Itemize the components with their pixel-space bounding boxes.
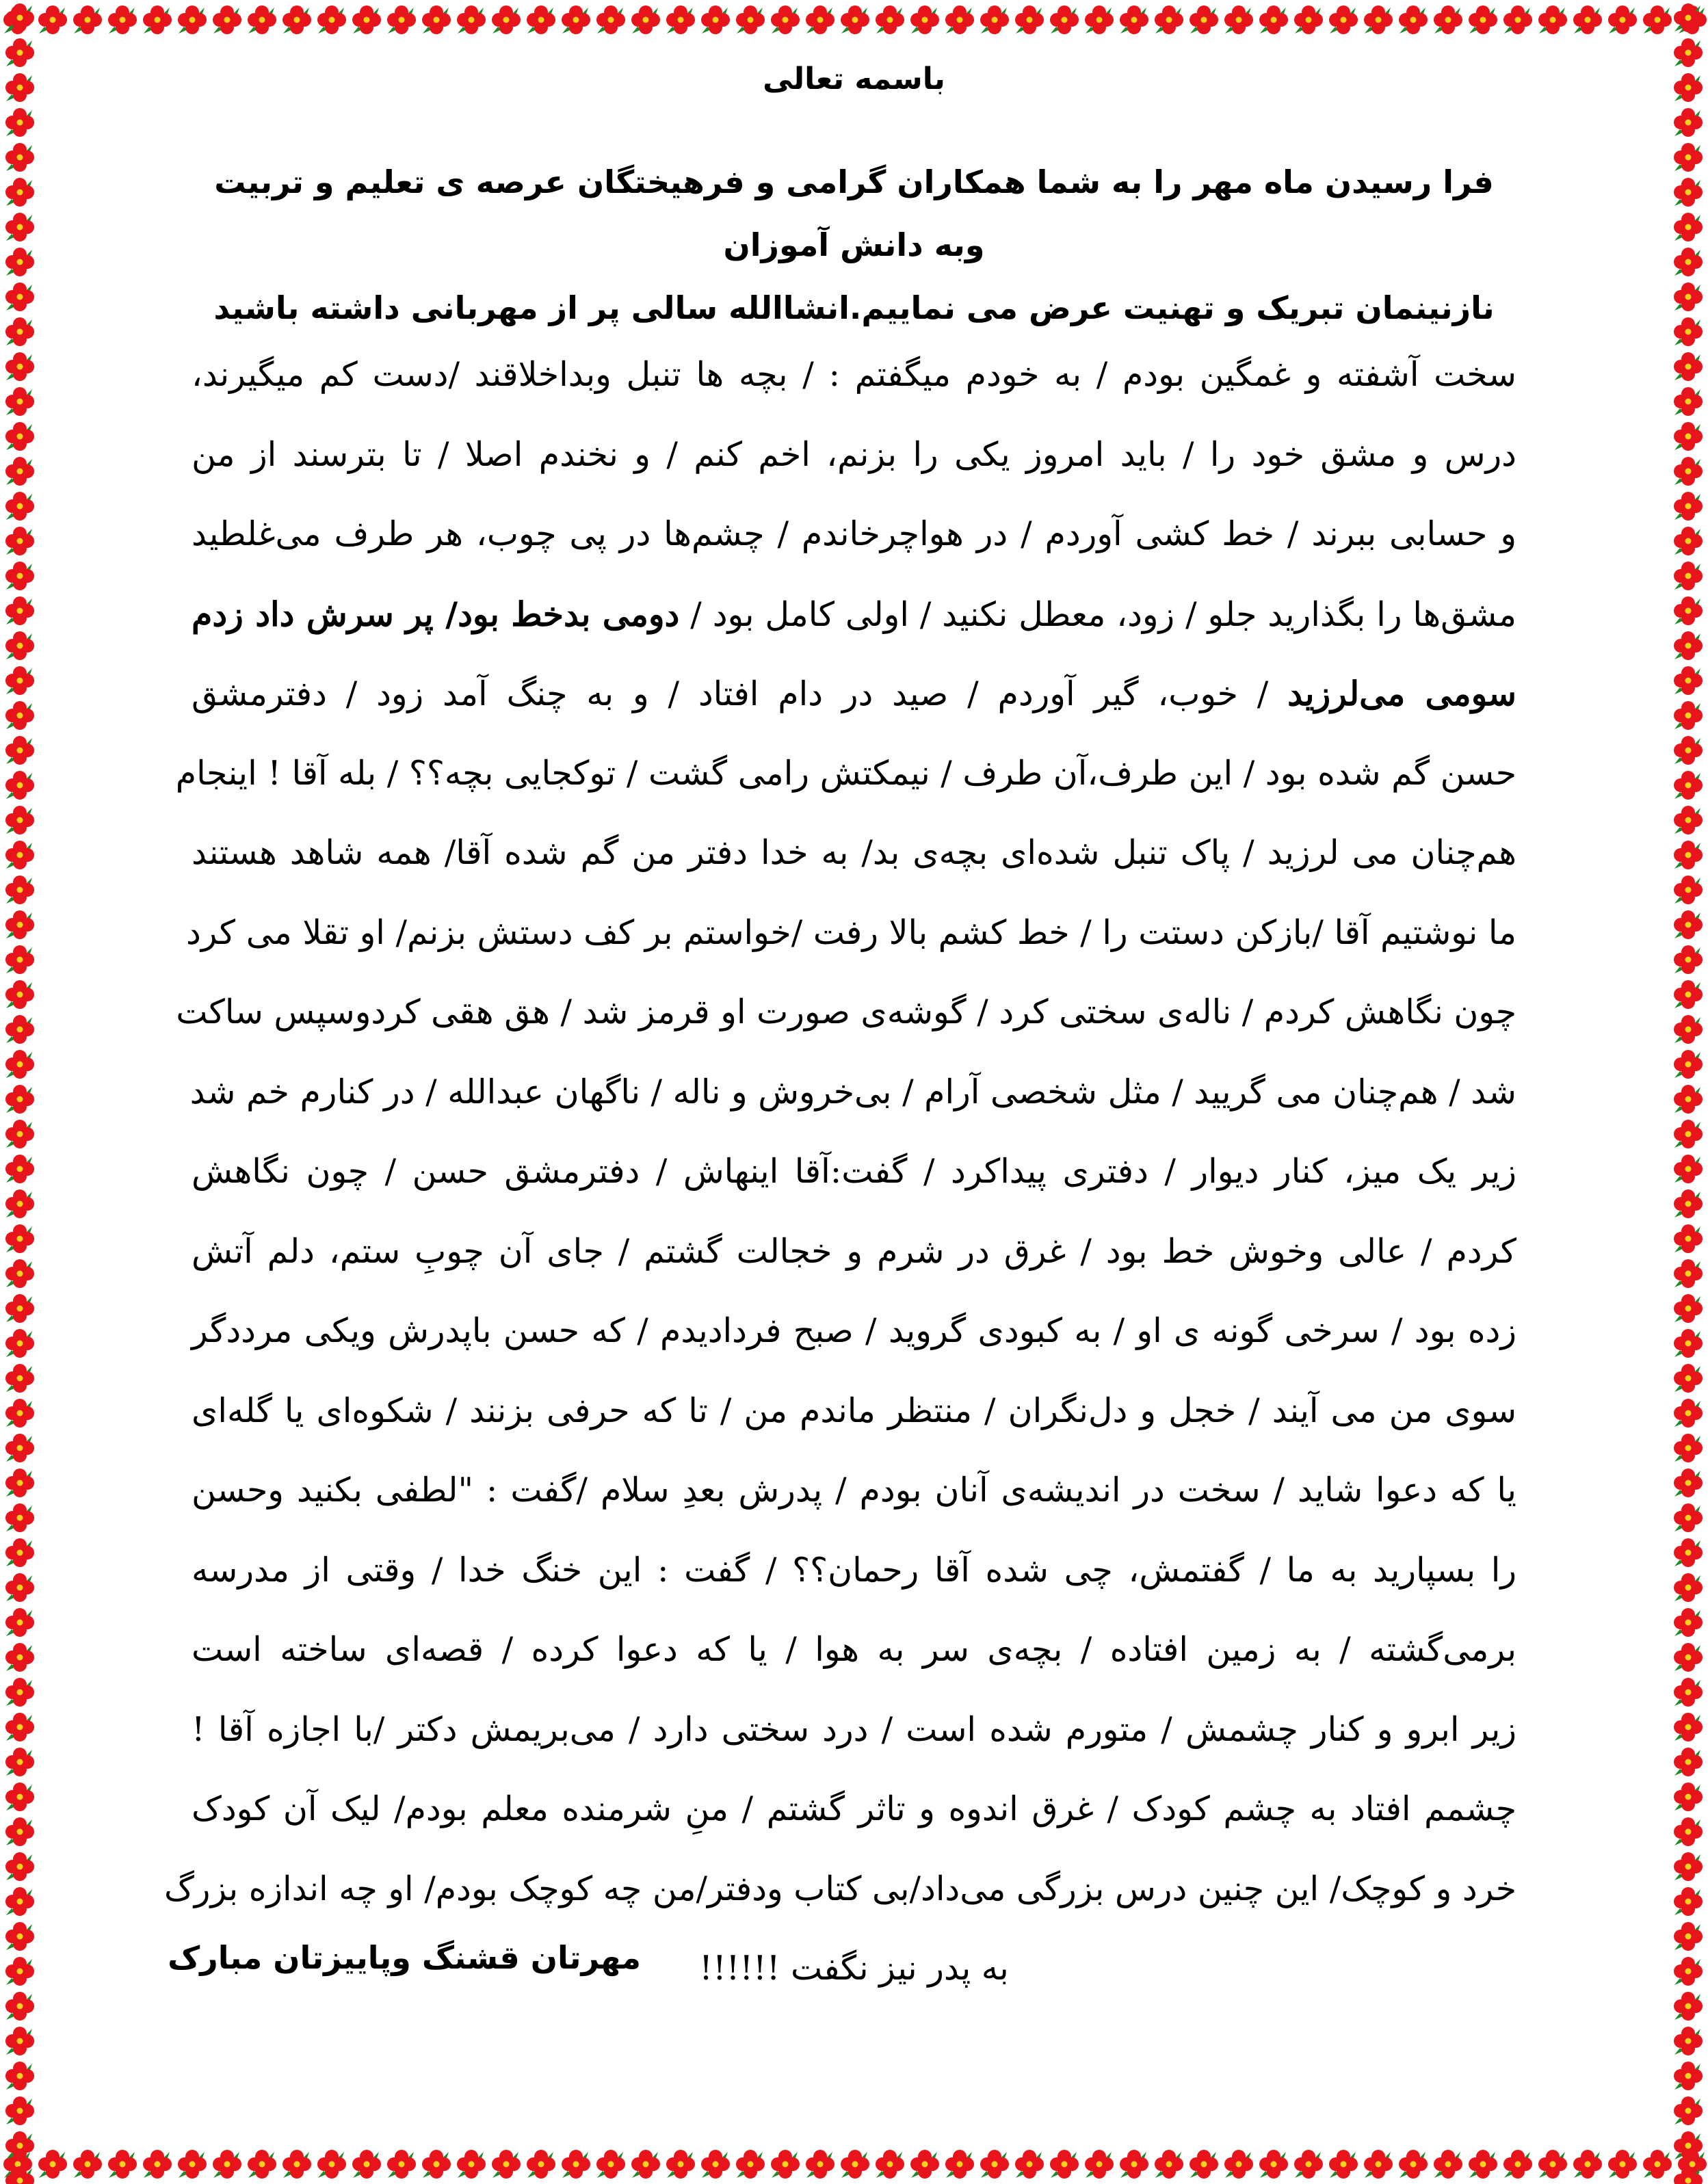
- flower-icon: [1670, 244, 1706, 280]
- flower-icon: [1670, 558, 1706, 594]
- flower-icon: [35, 2146, 70, 2182]
- flower-icon: [2, 1605, 38, 1640]
- flower-icon: [1670, 593, 1706, 629]
- flower-icon: [2, 1186, 38, 1222]
- flower-icon: [2, 1360, 38, 1396]
- flower-icon: [1670, 872, 1706, 908]
- flower-icon: [2, 419, 38, 454]
- flower-icon: [1012, 2146, 1047, 2182]
- flower-icon: [2, 1326, 38, 1361]
- flower-icon: [837, 2146, 873, 2182]
- flower-icon: [1670, 837, 1706, 873]
- flower-icon: [1670, 1814, 1706, 1850]
- flower-icon: [1670, 488, 1706, 524]
- poem-line: به پدر نیز نگفت !!!!!!: [699, 1949, 1009, 1988]
- flower-icon: [1221, 2, 1257, 38]
- flower-icon: [2, 488, 38, 524]
- poem-line: کردم / عالی وخوش خط بود / غرق در شرم و خجالت گشتم / جای آن چوبِ ستم، دلم آتش: [192, 1231, 1516, 1271]
- flower-icon: [419, 2, 454, 38]
- flower-icon: [2, 1709, 38, 1745]
- flower-icon: [2, 2058, 38, 2094]
- flower-icon: [1116, 2, 1152, 38]
- flower-icon: [35, 2, 70, 38]
- flower-icon: [2, 2163, 38, 2184]
- flower-icon: [1670, 1326, 1706, 1361]
- poem-line: [192, 654, 1516, 734]
- flower-icon: [1670, 1186, 1706, 1222]
- flower-icon: [488, 2146, 524, 2182]
- flower-icon: [2, 2128, 38, 2163]
- flower-icon: [2, 349, 38, 384]
- flower-icon: [1670, 767, 1706, 803]
- flower-icon: [1570, 2, 1605, 38]
- flower-icon: [733, 2, 768, 38]
- flower-icon: [314, 2146, 350, 2182]
- flower-icon: [1395, 2146, 1431, 2182]
- flower-icon: [349, 2, 384, 38]
- flower-icon: [1465, 2146, 1501, 2182]
- flower-icon: [2, 1919, 38, 1954]
- flower-icon: [2, 1151, 38, 1187]
- flower-icon: [977, 2146, 1012, 2182]
- flower-icon: [2, 1047, 38, 1082]
- flower-icon: [628, 2146, 664, 2182]
- flower-icon: [523, 2146, 559, 2182]
- flower-icon: [593, 2, 629, 38]
- document-page: [82, 62, 1626, 2109]
- flower-icon: [1670, 802, 1706, 838]
- flower-icon: [2, 1256, 38, 1291]
- flower-icon: [1670, 140, 1706, 175]
- flower-icon: [1670, 1081, 1706, 1117]
- flower-icon: [2, 1570, 38, 1605]
- flower-icon: [2, 209, 38, 245]
- flower-icon: [1151, 2, 1187, 38]
- poem-line: شد / هم‌چنان می گریید / مثل شخصی آرام / بی‌خروش و ناله / ناگهان عبدالله / در کنارم خم شد: [189, 1072, 1516, 1111]
- flower-icon: [2, 767, 38, 803]
- flower-icon: [384, 2146, 419, 2182]
- poem-bold-fragment: سومی می‌لرزید: [1287, 674, 1516, 713]
- flower-icon: [2, 384, 38, 419]
- flower-icon: [558, 2146, 594, 2182]
- flower-icon: [2, 1814, 38, 1850]
- flower-icon: [1670, 314, 1706, 350]
- flower-icon: [1670, 0, 1706, 36]
- flower-icon: [1670, 1535, 1706, 1570]
- flower-icon: [140, 2, 175, 38]
- flower-icon: [279, 2, 315, 38]
- flower-icon: [2, 35, 38, 70]
- flower-icon: [314, 2, 350, 38]
- flower-icon: [384, 2, 419, 38]
- flower-icon: [1670, 907, 1706, 943]
- flower-icon: [1570, 2146, 1605, 2182]
- intro-line: نازنینمان تبریک و تهنیت عرض می نماییم.انشاالله سالی پر از مهربانی داشته باشید: [213, 289, 1495, 326]
- flower-icon: [2, 1535, 38, 1570]
- flower-icon: [2, 837, 38, 873]
- flower-icon: [907, 2, 943, 38]
- flower-icon: [244, 2, 280, 38]
- flower-icon: [1670, 1430, 1706, 1466]
- flower-icon: [1012, 2, 1047, 38]
- flower-icon: [2, 1744, 38, 1780]
- flower-icon: [1186, 2, 1222, 38]
- flower-icon: [767, 2146, 803, 2182]
- flower-icon: [1500, 2146, 1536, 2182]
- poem-line: را بسپارید به ما / گفتمش، چی شده آقا رحمان؟؟ / گفت : این خنگ خدا / وقتی از مدرسه: [192, 1550, 1516, 1590]
- flower-icon: [1291, 2, 1326, 38]
- poem-line: ما نوشتیم آقا /بازکن دستت را / خط کشم بالا رفت /خواستم بر کف دستش بزنم/ او تقلا می کرد: [185, 912, 1516, 952]
- flower-icon: [2, 1465, 38, 1501]
- flower-icon: [1670, 209, 1706, 245]
- flower-icon: [2, 279, 38, 315]
- flower-icon: [1047, 2146, 1082, 2182]
- flower-icon: [2, 593, 38, 629]
- flower-icon: [1670, 1884, 1706, 1919]
- flower-icon: [1670, 1012, 1706, 1047]
- flower-icon: [802, 2, 838, 38]
- flower-icon: [1670, 1151, 1706, 1187]
- flower-icon: [419, 2146, 454, 2182]
- poem-line: هم‌چنان می لرزید / پاک تنبل شده‌ای بچه‌ی بد/ به خدا دفتر من گم شده آقا/ همه شاهد هستند: [192, 833, 1516, 872]
- flower-icon: [1670, 1605, 1706, 1640]
- flower-icon: [349, 2146, 384, 2182]
- flower-icon: [2, 1884, 38, 1919]
- flower-icon: [1670, 1919, 1706, 1954]
- flower-icon: [1670, 174, 1706, 210]
- flower-icon: [70, 2, 105, 38]
- flower-icon: [977, 2, 1012, 38]
- flower-icon: [1670, 2023, 1706, 2059]
- flower-icon: [1670, 1500, 1706, 1536]
- flower-icon: [2, 453, 38, 489]
- flower-icon: [1670, 70, 1706, 105]
- flower-icon: [2, 2023, 38, 2059]
- flower-icon: [1670, 279, 1706, 315]
- flower-icon: [872, 2, 908, 38]
- flower-icon: [2, 523, 38, 559]
- flower-icon: [1256, 2, 1291, 38]
- flower-icon: [1670, 523, 1706, 559]
- flower-icon: [2, 174, 38, 210]
- flower-icon: [2, 1849, 38, 1884]
- flower-icon: [1670, 1256, 1706, 1291]
- poem-line: [192, 575, 1516, 655]
- flower-border-bottom: [0, 2144, 1708, 2184]
- flower-icon: [2, 942, 38, 977]
- flower-icon: [488, 2, 524, 38]
- flower-icon: [209, 2146, 245, 2182]
- flower-icon: [2, 698, 38, 733]
- flower-icon: [2, 2093, 38, 2129]
- flower-icon: [872, 2146, 908, 2182]
- poem-body: [163, 335, 1516, 2009]
- flower-icon: [174, 2146, 210, 2182]
- flower-icon: [2, 1674, 38, 1710]
- flower-icon: [1670, 1988, 1706, 2024]
- flower-icon: [279, 2146, 315, 2182]
- flower-icon: [1047, 2, 1082, 38]
- flower-icon: [2, 628, 38, 663]
- flower-icon: [1256, 2146, 1291, 2182]
- flower-icon: [2, 1081, 38, 1117]
- poem-line: سخت آشفته و غمگین بودم / به خودم میگفتم : / بچه ها تنبل وبداخلاقند /دست کم میگیرند،: [192, 355, 1516, 394]
- poem-line: برمی‌گشته / به زمین افتاده / بچه‌ی سر به هوا / یا که دعوا کرده / قصه‌ای ساخته است: [192, 1630, 1516, 1669]
- flower-icon: [244, 2146, 280, 2182]
- flower-icon: [1670, 105, 1706, 140]
- poem-line: حسن گم شده بود / این طرف،آن طرف / نیمکتش رامی گشت / توکجایی بچه؟؟ / بله آقا ! اینجام: [175, 753, 1516, 793]
- flower-border-right: [1668, 0, 1708, 2184]
- flower-icon: [105, 2, 140, 38]
- flower-icon: [1670, 1570, 1706, 1605]
- flower-icon: [1670, 1640, 1706, 1675]
- flower-icon: [942, 2, 977, 38]
- flower-icon: [2, 1953, 38, 1989]
- poem-bold-fragment: دومی بدخط بود/ پر سرش داد زدم: [192, 594, 680, 634]
- flower-icon: [2, 0, 38, 36]
- flower-icon: [1605, 2146, 1640, 2182]
- flower-icon: [1186, 2146, 1222, 2182]
- flower-icon: [1670, 1047, 1706, 1082]
- flower-icon: [1670, 942, 1706, 977]
- flower-icon: [1670, 977, 1706, 1012]
- flower-icon: [140, 2146, 175, 2182]
- flower-icon: [1221, 2146, 1257, 2182]
- flower-icon: [2, 872, 38, 908]
- flower-icon: [105, 2146, 140, 2182]
- poem-line: درس و مشق خود را / باید امروز یکی را بزنم، اخم کنم / و نخندم اصلا / تا بترسند از من: [192, 434, 1516, 474]
- flower-icon: [2, 244, 38, 280]
- flower-icon: [1605, 2, 1640, 38]
- flower-icon: [942, 2146, 977, 2182]
- flower-icon: [1670, 1465, 1706, 1501]
- flower-icon: [2, 733, 38, 768]
- flower-icon: [1670, 698, 1706, 733]
- flower-icon: [558, 2, 594, 38]
- flower-icon: [1670, 1221, 1706, 1257]
- salutation-heading: باسمه تعالی: [763, 62, 945, 96]
- flower-icon: [70, 2146, 105, 2182]
- poem-line-part: / خوب، گیر آوردم / صید در دام افتاد / و به چنگ آمد زود / دفترمشق: [192, 674, 1269, 713]
- flower-icon: [1361, 2, 1396, 38]
- flower-icon: [1430, 2, 1466, 38]
- flower-icon: [1670, 1953, 1706, 1989]
- closing-greeting: مهرتان قشنگ وپاییزتان مبارک: [168, 1939, 641, 1976]
- poem-line: زده بود / سرخی گونه ی او / به کبودی گروید / صبح فرداديدم / که حسن باپدرش ویکی مرددگر: [192, 1311, 1516, 1350]
- flower-border-top: [0, 0, 1708, 40]
- flower-icon: [802, 2146, 838, 2182]
- flower-icon: [2, 802, 38, 838]
- flower-icon: [174, 2, 210, 38]
- flower-icon: [1535, 2146, 1571, 2182]
- flower-icon: [2, 558, 38, 594]
- flower-icon: [1670, 35, 1706, 70]
- flower-icon: [2, 314, 38, 350]
- poem-line: زیر یک میز، کنار دیوار / دفتری پیداکرد / گفت:آقا اینهاش / دفترمشق حسن / چون نگاهش: [192, 1152, 1516, 1191]
- poem-line: چشمم افتاد به چشم کودک / غرق اندوه و تاثر گشتم / منِ شرمنده معلم بودم/ لیک آن کودک: [192, 1789, 1516, 1828]
- flower-icon: [1395, 2, 1431, 38]
- poem-line-part: مشق‌ها را بگذارید جلو / زود، معطل نکنید / اولی کامل بود /: [690, 594, 1516, 634]
- flower-icon: [663, 2146, 698, 2182]
- flower-icon: [1081, 2146, 1117, 2182]
- flower-icon: [1670, 1674, 1706, 1710]
- flower-icon: [1670, 349, 1706, 384]
- flower-icon: [2, 977, 38, 1012]
- flower-icon: [767, 2, 803, 38]
- flower-icon: [2, 1221, 38, 1257]
- flower-icon: [1670, 1709, 1706, 1745]
- flower-icon: [2, 1988, 38, 2024]
- intro-line: فرا رسیدن ماه مهر را به شما همکاران گرامی و فرهیختگان عرصه ی تعلیم و تربیت وبه دانش آموزان: [214, 163, 1494, 263]
- flower-icon: [698, 2146, 733, 2182]
- flower-icon: [1670, 2058, 1706, 2094]
- flower-icon: [2, 1291, 38, 1326]
- flower-icon: [523, 2, 559, 38]
- flower-icon: [1670, 1744, 1706, 1780]
- flower-icon: [2, 1500, 38, 1536]
- flower-icon: [593, 2146, 629, 2182]
- flower-icon: [628, 2, 664, 38]
- flower-icon: [1670, 453, 1706, 489]
- flower-icon: [2, 1116, 38, 1152]
- poem-line: خرد و کوچک/ این چنین درس بزرگی می‌داد/بی کتاب ودفتر/من چه کوچک بودم/ او چه اندازه بزرگ: [163, 1869, 1516, 1908]
- flower-icon: [2, 70, 38, 105]
- flower-icon: [454, 2146, 489, 2182]
- flower-icon: [733, 2146, 768, 2182]
- flower-icon: [1670, 628, 1706, 663]
- poem-line: سوی من می آیند / خجل و دل‌نگران / منتظر ماندم من / تا که حرفی بزنند / شکوه‌ای یا گله‌ای: [192, 1391, 1516, 1430]
- flower-icon: [1361, 2146, 1396, 2182]
- flower-icon: [1326, 2146, 1361, 2182]
- flower-icon: [209, 2, 245, 38]
- flower-icon: [907, 2146, 943, 2182]
- flower-icon: [2, 1012, 38, 1047]
- poem-line: چون نگاهش کردم / ناله‌ی سختی کرد / گوشه‌ی صورت او قرمز شد / هق هقی کردوسپس ساکت: [176, 992, 1516, 1031]
- flower-icon: [1670, 1779, 1706, 1815]
- flower-icon: [1670, 384, 1706, 419]
- flower-icon: [1670, 2128, 1706, 2163]
- flower-icon: [2, 907, 38, 943]
- flower-icon: [1291, 2146, 1326, 2182]
- flower-border-left: [0, 0, 40, 2184]
- flower-icon: [1670, 1849, 1706, 1884]
- poem-line: یا که دعوا شاید / سخت در اندیشه‌ی آنان بودم / پدرش بعدِ سلام /گفت : "لطفی بکنید وحسن: [192, 1471, 1516, 1510]
- flower-icon: [1670, 1116, 1706, 1152]
- flower-icon: [1081, 2, 1117, 38]
- flower-icon: [2, 140, 38, 175]
- flower-icon: [2, 1779, 38, 1815]
- flower-icon: [1116, 2146, 1152, 2182]
- flower-icon: [2, 105, 38, 140]
- flower-icon: [2, 1640, 38, 1675]
- flower-icon: [1670, 419, 1706, 454]
- flower-icon: [663, 2, 698, 38]
- flower-icon: [1535, 2, 1571, 38]
- flower-icon: [1670, 1291, 1706, 1326]
- flower-icon: [1430, 2146, 1466, 2182]
- flower-icon: [837, 2, 873, 38]
- flower-icon: [1500, 2, 1536, 38]
- flower-icon: [1670, 1395, 1706, 1431]
- intro-paragraph: [185, 150, 1523, 339]
- flower-icon: [1151, 2146, 1187, 2182]
- flower-icon: [2, 1430, 38, 1466]
- flower-icon: [2, 663, 38, 698]
- flower-icon: [1326, 2, 1361, 38]
- flower-icon: [2, 1395, 38, 1431]
- flower-icon: [698, 2, 733, 38]
- poem-line: و حسابی ببرند / خط کشی آوردم / در هواچرخاندم / چشم‌ها در پی چوب، هر طرف می‌غلطید: [192, 514, 1516, 553]
- flower-icon: [1670, 1360, 1706, 1396]
- flower-icon: [1670, 2093, 1706, 2129]
- flower-icon: [1670, 2163, 1706, 2184]
- flower-icon: [1670, 733, 1706, 768]
- poem-line: زیر ابرو و کنار چشمش / متورم شده است / درد سختی دارد / می‌بریمش دکتر /با اجازه آقا !: [192, 1709, 1516, 1749]
- flower-icon: [454, 2, 489, 38]
- flower-icon: [1670, 663, 1706, 698]
- flower-icon: [1465, 2, 1501, 38]
